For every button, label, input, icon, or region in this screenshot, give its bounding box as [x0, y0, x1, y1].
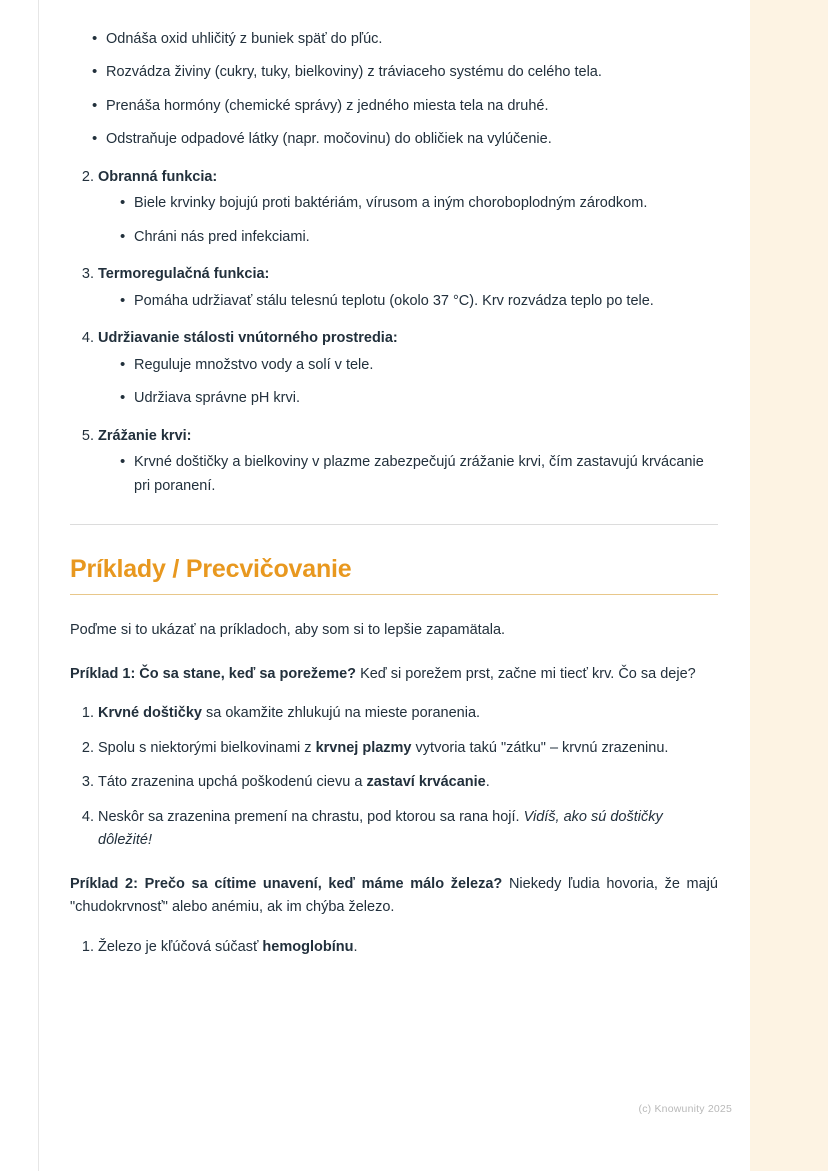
step-text: .: [353, 938, 358, 955]
list-item: [98, 771, 718, 794]
sub-bullet-list: [98, 354, 718, 411]
step-bold: zastaví krvácanie: [366, 774, 486, 791]
step-text: vytvoria takú "zátku" – krvnú zrazeninu.: [411, 739, 669, 756]
left-margin-strip: [0, 0, 39, 1171]
example-2-paragraph: [70, 873, 718, 920]
example-1-text: Keď si porežem prst, začne mi tiecť krv. Čo sa deje?: [356, 665, 696, 682]
list-item-heading: Termoregulačná funkcia:: [98, 266, 270, 283]
footer-credit: (c) Knowunity 2025: [638, 1103, 732, 1115]
list-item-heading: Udržiavanie stálosti vnútorného prostredia:: [98, 330, 398, 347]
continued-bullet-list: [70, 28, 718, 152]
numbered-list-item-4: [70, 327, 718, 410]
list-item: • Udržiava správne pH krvi.: [120, 387, 718, 410]
list-item: • Rozvádza živiny (cukry, tuky, bielkoviny) z tráviaceho systému do celého tela.: [92, 61, 718, 84]
list-item: • Odstraňuje odpadové látky (napr. močovinu) do obličiek na vylúčenie.: [92, 128, 718, 151]
sub-bullet-list: [98, 192, 718, 249]
example-1-steps: [70, 702, 718, 852]
numbered-list-item-3: [70, 263, 718, 313]
section-title: Príklady / Precvičovanie: [70, 555, 352, 584]
example-2-steps: [70, 936, 718, 959]
list-item-heading: Zrážanie krvi:: [98, 427, 192, 444]
list-item: [98, 936, 718, 959]
sub-bullet-list: [98, 290, 718, 313]
section-intro: Poďme si to ukázať na príkladoch, aby som si to lepšie zapamätala.: [70, 622, 506, 639]
list-item: [98, 263, 718, 313]
step-text: sa okamžite zhlukujú na mieste poranenia.: [201, 705, 481, 722]
example-1-paragraph: [70, 663, 718, 686]
list-item: [98, 806, 718, 853]
example-2-label: Príklad 2: Prečo sa cítime unavení, keď máme málo železa?: [70, 875, 503, 892]
numbered-list-item-5: [70, 425, 718, 498]
step-italic: Vidíš, ako sú doštičky dôležité!: [98, 808, 663, 849]
step-bold: krvnej plazmy: [315, 739, 412, 756]
sub-bullet-list: [98, 451, 718, 498]
step-pre: Táto zrazenina upchá poškodenú cievu a: [98, 774, 367, 791]
list-item: • Pomáha udržiavať stálu telesnú teplotu (okolo 37 °C). Krv rozvádza teplo po tele.: [120, 290, 718, 313]
list-item: • Biele krvinky bojujú proti baktériám, vírusom a iným choroboplodným zárodkom.: [120, 192, 718, 215]
step-pre: Spolu s niektorými bielkovinami z: [98, 739, 316, 756]
step-bold: hemoglobínu: [262, 938, 354, 955]
list-item: • Odnáša oxid uhličitý z buniek späť do pľúc.: [92, 28, 718, 51]
list-item: [98, 425, 718, 498]
list-item-heading: Obranná funkcia:: [98, 168, 218, 185]
example-2-text: Niekedy ľudia hovoria, že majú "chudokrvnosť" alebo anémiu, ak im chýba železo.: [70, 875, 718, 916]
step-text: .: [485, 774, 490, 791]
list-item: [98, 166, 718, 249]
example-1-label: Príklad 1: Čo sa stane, keď sa porežeme?: [70, 665, 357, 682]
list-item: • Krvné doštičky a bielkoviny v plazme zabezpečujú zrážanie krvi, čím zastavujú krvácanie pri poranení.: [120, 451, 718, 498]
list-item: • Reguluje množstvo vody a solí v tele.: [120, 354, 718, 377]
right-decorative-band: [749, 0, 828, 1171]
list-item: [98, 737, 718, 760]
list-item: [98, 327, 718, 410]
step-pre: Železo je kľúčová súčasť: [98, 938, 263, 955]
step-bold: Krvné doštičky: [98, 705, 202, 722]
section-title-rule: [70, 594, 718, 595]
list-item: • Prenáša hormóny (chemické správy) z jedného miesta tela na druhé.: [92, 95, 718, 118]
list-item: • Chráni nás pred infekciami.: [120, 226, 718, 249]
numbered-list-item-2: [70, 166, 718, 249]
document-content: [38, 0, 750, 1171]
list-item: [98, 702, 718, 725]
section-divider: [70, 524, 718, 525]
step-pre: Neskôr sa zrazenina premení na chrastu, pod ktorou sa rana hojí.: [98, 808, 524, 825]
